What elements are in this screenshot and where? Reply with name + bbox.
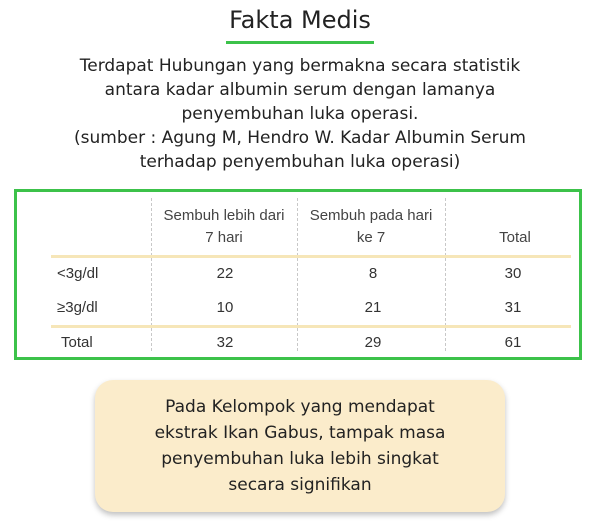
intro-line: penyembuhan luka operasi.	[181, 104, 419, 124]
header-sembuh-lebih	[151, 205, 297, 249]
conclusion-callout	[95, 380, 505, 512]
row-divider	[51, 255, 571, 258]
callout-line: penyembuhan luka lebih singkat	[161, 449, 439, 469]
table-cell: 21	[364, 299, 382, 316]
header-text: Sembuh lebih dari	[163, 207, 285, 224]
callout-line: secara signifikan	[228, 475, 372, 495]
callout-line: Pada Kelompok yang mendapat	[165, 397, 435, 417]
header-text: ke 7	[356, 229, 386, 246]
table-cell: 8	[368, 265, 378, 282]
intro-line: antara kadar albumin serum dengan lamanya	[104, 80, 496, 100]
intro-line: terhadap penyembuhan luka operasi)	[139, 152, 461, 172]
table-cell: 32	[216, 334, 234, 351]
table-cell: 31	[504, 299, 522, 316]
header-text: Sembuh pada hari	[309, 207, 433, 224]
row-label: ≥3g/dl	[57, 299, 98, 316]
table-cell: 29	[364, 334, 382, 351]
row-label: <3g/dl	[57, 265, 99, 282]
column-divider	[445, 198, 446, 351]
table-cell: 22	[216, 265, 234, 282]
title-underline	[226, 41, 374, 44]
page-title: Fakta Medis	[229, 6, 371, 34]
intro-text	[30, 54, 570, 174]
table-cell: 10	[216, 299, 234, 316]
callout-line: ekstrak Ikan Gabus, tampak masa	[154, 423, 446, 443]
row-label: Total	[61, 334, 93, 351]
row-divider	[51, 325, 571, 328]
table-cell: 30	[504, 265, 522, 282]
header-sembuh-hari-7	[297, 205, 445, 249]
intro-line: (sumber : Agung M, Hendro W. Kadar Albumin Serum	[74, 128, 526, 148]
data-table	[14, 189, 582, 360]
table-cell: 61	[504, 334, 522, 351]
header-text: 7 hari	[205, 229, 243, 246]
header-total: Total	[499, 229, 531, 246]
intro-line: Terdapat Hubungan yang bermakna secara statistik	[79, 56, 521, 76]
